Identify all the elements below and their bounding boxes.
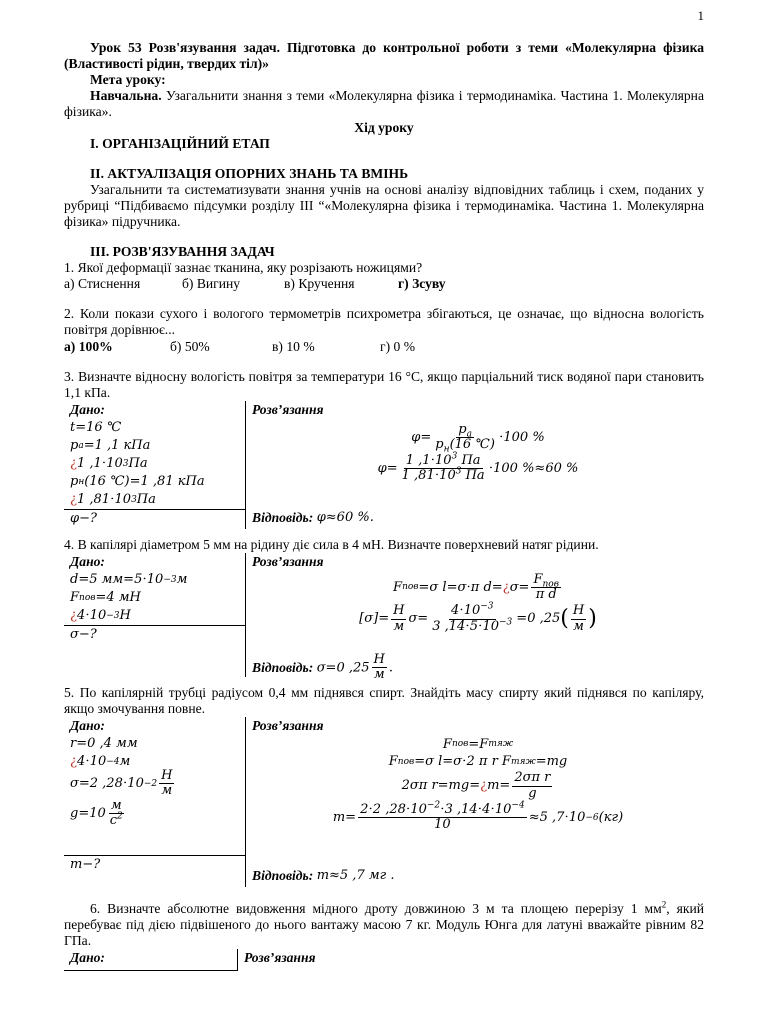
q4-given-f: F пов =4 мН (70, 589, 141, 605)
q3-given-pn-si: ¿ 1 ,81⋅10 3 Па (70, 491, 156, 507)
goal-label: Мета уроку: (90, 72, 166, 88)
edu-label: Навчальна. (90, 88, 162, 104)
q6-text-part-a: 6. Визначте абсолютне видовження мідного дроту довжиною 3 м та площею перерізу 1 мм (90, 900, 662, 916)
page-number: 1 (697, 8, 704, 23)
q4-solution-label: Розв’язання (252, 553, 324, 569)
section-3-heading: III. РОЗВ'ЯЗУВАННЯ ЗАДАЧ (90, 244, 275, 260)
q5-answer (252, 867, 394, 885)
q4-calculation: [σ]= $\frac{Н}{м}$ σ= $\frac{4\cdot 10^{-3}}{3 ,14\cdot 5\cdot 10^{-3}}$ =0 ,25 ( $\frac{Н}{м}$ ) (359, 601, 597, 634)
q3-formula: φ= $\frac{p_a}{p_н(16 ℃)}$ ⋅100 % (411, 421, 545, 455)
q4-answer (252, 651, 394, 683)
q1-option-d: г) Зсуву (398, 276, 446, 292)
q6-given-label: Дано: (70, 949, 105, 965)
q5-given-label: Дано: (70, 717, 105, 733)
q5-solution-label: Розв’язання (252, 717, 324, 733)
q5-formula-3: 2σπ r=mg= ¿ m= $\frac{\text{2σπ r}}{g}$ (401, 770, 551, 801)
q4-task-table (64, 553, 704, 683)
q5-given (64, 717, 246, 887)
q4-unknown: σ−? (70, 626, 97, 642)
q6-superscript: 2 (661, 899, 667, 910)
q1-options (64, 276, 704, 292)
document-content (64, 40, 704, 971)
section-1-heading: I. ОРГАНІЗАЦІЙНИЙ ЕТАП (90, 136, 270, 152)
q6-given (64, 949, 238, 971)
q2-option-b: б) 50% (170, 338, 210, 354)
q6-task-table (64, 949, 704, 971)
q4-answer-label: Відповідь: (252, 659, 314, 675)
q5-given-g: g=10 $\frac{м}{с^2}$ (70, 797, 123, 829)
q3-solution (246, 401, 704, 529)
q3-given-pa: p a =1 ,1 кПа (70, 437, 151, 453)
q3-given (64, 401, 246, 529)
lesson-title: Урок 53 Розв'язування задач. Підготовка до контрольної роботи з теми «Молекулярна фізика (Властивості рідин, твердих тіл)» (64, 40, 704, 72)
q5-solution (246, 717, 704, 887)
q4-given-d: d=5 мм=5⋅10 −3 м (70, 571, 188, 587)
q3-text: 3. Визначте відносну вологість повітря за температури 16 °С, якщо парціальний тиск водяної пари становить 1,1 кПа. (64, 368, 704, 400)
q2-option-a: а) 100% (64, 338, 113, 354)
q4-solution (246, 553, 704, 683)
q1-option-b: б) Вигину (182, 276, 241, 292)
edu-goal (64, 88, 704, 120)
q1-option-a: а) Стиснення (64, 276, 141, 292)
q5-task-table (64, 717, 704, 887)
lesson-flow-heading: Хід уроку (354, 120, 414, 136)
q2-options (64, 339, 704, 355)
q5-answer-label: Відповідь: (252, 867, 314, 883)
q6-text (64, 901, 704, 949)
q4-text: 4. В капілярі діаметром 5 мм на рідину діє сила в 4 мН. Визначте поверхневий натяг рідини. (64, 536, 599, 552)
q3-given-t: t=16 ℃ (70, 419, 122, 435)
q4-given-f-si: ¿ 4⋅10 −3 Н (70, 607, 131, 623)
q3-given-pn: p н (16 ℃)=1 ,81 кПа (70, 473, 205, 489)
q3-solution-label: Розв’язання (252, 401, 324, 417)
q4-formula: F пов =σ l=σ⋅π d= ¿ σ= $\frac{F_{пов}}{\text{π d}}$ (393, 571, 559, 602)
q1-option-c: в) Кручення (284, 276, 355, 292)
q1-text: 1. Якої деформації зазнає тканина, яку розрізають ножицями? (64, 260, 423, 276)
q3-given-pa-si: ¿ 1 ,1⋅10 3 Па (70, 455, 148, 471)
q3-given-label: Дано: (70, 401, 105, 417)
section-2-heading: II. АКТУАЛІЗАЦІЯ ОПОРНИХ ЗНАНЬ ТА ВМІНЬ (90, 166, 409, 182)
edu-text: Узагальнити знання з теми «Молекулярна фізика і термодинаміка. Частина 1. Молекулярна фізика». (64, 88, 704, 120)
q3-task-table (64, 401, 704, 529)
q2-option-c: в) 10 % (272, 338, 315, 354)
q5-given-r: r=0 ,4 мм (70, 736, 138, 752)
q3-answer-label: Відповідь: (252, 509, 314, 525)
q5-answer-value: m≈5 ,7 мг . (316, 868, 395, 884)
q3-answer (252, 509, 374, 527)
q6-solution-label: Розв’язання (244, 949, 316, 965)
q3-answer-value: φ≈60 %. (316, 509, 374, 525)
q5-text: 5. По капілярній трубці радіусом 0,4 мм піднявся спирт. Знайдіть масу спирту який піднявся по капіляру, якщо змочування повне. (64, 684, 704, 716)
q5-calculation: m= $\frac{2\cdot 2 ,28\cdot 10^{-2}\cdot 3 ,14\cdot 4\cdot 10^{-4}}{10}$ ≈5 ,7⋅10 −6 (кг) (332, 800, 624, 833)
q4-given (64, 553, 246, 677)
section-2-text: Узагальнити та систематизувати знання учнів на основі аналізу відповідних таблиць і схем, поданих у рубриці “Підбиваємо підсумки розділу ІІІ “«Молекулярна фізика і термодинаміка. Частина 1. Молекулярна фізика» підручника. (64, 182, 704, 230)
q3-unknown: φ−? (70, 510, 97, 526)
q5-given-r-si: ¿ 4⋅10 −4 м (70, 754, 131, 770)
q4-given-label: Дано: (70, 553, 105, 569)
q2-text: 2. Коли покази сухого і вологого термометрів психрометра збігаються, це означає, що відносна вологість повітря дорівнює... (64, 306, 704, 338)
q5-formula-2: F пов =σ l=σ⋅2 π r F тяж =mg (388, 754, 568, 770)
q6-solution (238, 949, 704, 971)
q6-text-part-b: , який перебуває під дією підвішеного до нього вантажу масою 7 кг. Модуль Юнга для латуні вважайте рівним 82 ГПа. (64, 900, 704, 948)
q5-given-sigma: σ=2 ,28⋅10 −2 $\frac{Н}{м}$ (70, 767, 173, 799)
q2-option-d: г) 0 % (380, 338, 416, 354)
q5-formula-1: F пов =F тяж (442, 736, 514, 752)
q4-answer-value: σ=0 ,25 $\frac{Н}{м}$ . (316, 651, 394, 683)
q5-unknown: m−? (70, 857, 101, 873)
q3-calculation: φ= $\frac{1 ,1\cdot 10^3 Па}{1 ,81\cdot 10^3 Па}$ ⋅100 %≈60 % (377, 451, 579, 484)
